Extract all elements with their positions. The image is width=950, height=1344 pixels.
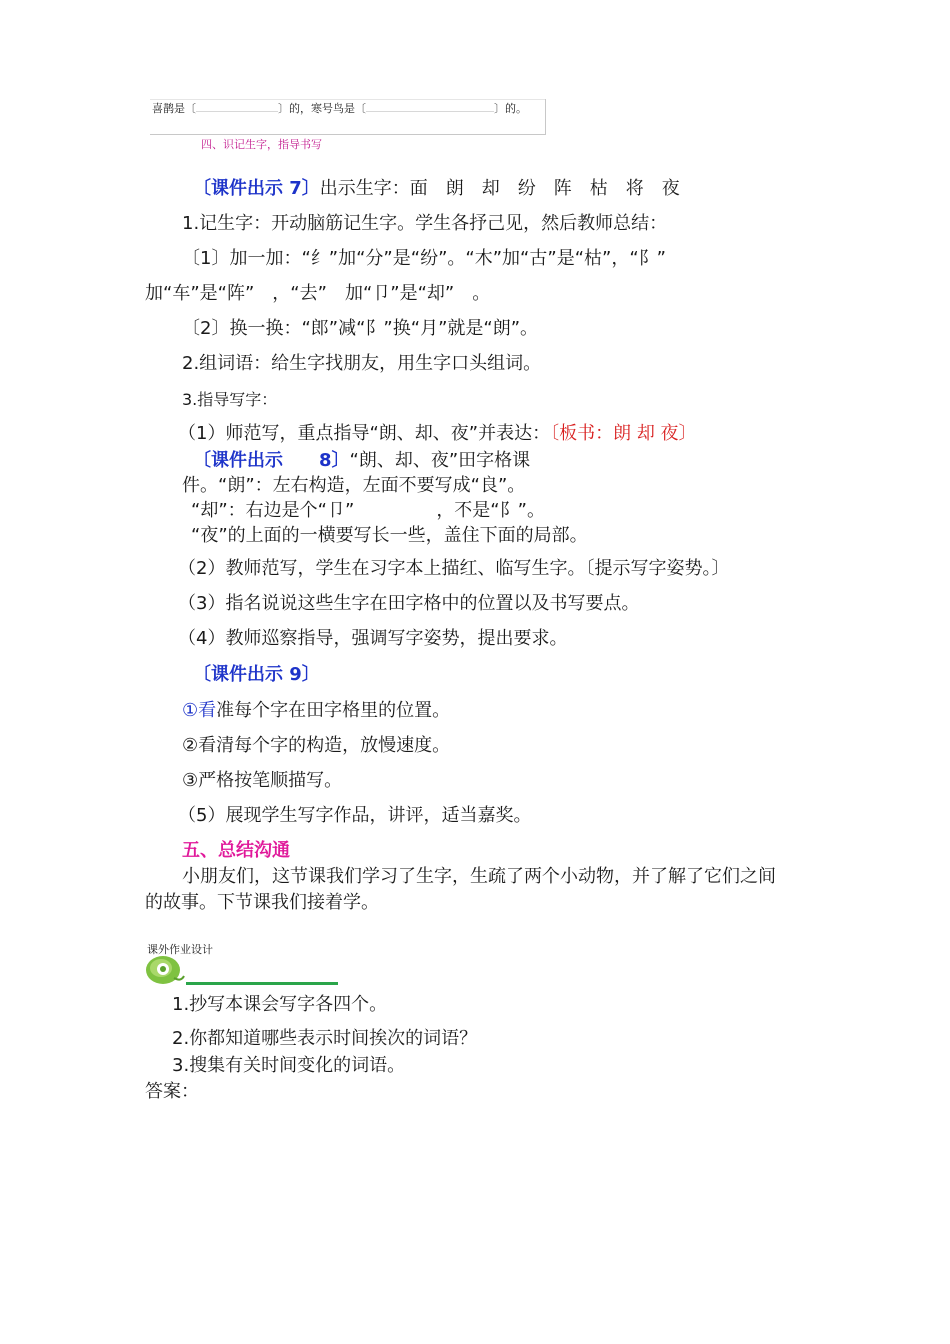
answer-label: 答案： <box>145 1081 199 1102</box>
homework-item-3: 3.搜集有关时间变化的词语。 <box>172 1055 406 1076</box>
tip-1-lead: ①看 <box>182 700 217 721</box>
line-teacher-demo <box>178 423 697 445</box>
line-que-structure <box>191 500 545 522</box>
line-word-groups: 2.组词语：给生字找朋友，用生字口头组词。 <box>182 353 542 374</box>
line-lang-structure: 件。“朗”：左右构造，左面不要写成“良”。 <box>182 475 526 496</box>
top-box-part3: 〕的。 <box>494 102 527 115</box>
que-structure-a: “却”：右边是个“卩” <box>191 500 355 521</box>
top-box-text <box>152 102 527 116</box>
section-5-title: 五、总结沟通 <box>182 840 290 861</box>
line-courseware-7 <box>193 178 680 200</box>
homework-leaf-icon <box>144 952 186 986</box>
tip-1-text: 准每个字在田字格里的位置。 <box>216 700 451 721</box>
answer-blank-2[interactable] <box>366 111 494 112</box>
homework-item-2: 2.你都知道哪些表示时间挨次的词语？ <box>172 1028 478 1049</box>
que-structure-b: ，不是“阝”。 <box>436 500 545 521</box>
line-teacher-writes: （2）教师范写，学生在习字本上描红、临写生字。〔提示写字姿势。〕 <box>178 558 730 579</box>
homework-divider <box>186 982 338 985</box>
line-ye-structure: “夜”的上面的一横要写长一些，盖住下面的局部。 <box>191 525 588 546</box>
line-summary: 小朋友们，这节课我们学习了生字，生疏了两个小动物，并了解了它们之间 <box>182 866 776 887</box>
top-box-part1: 喜鹊是〔 <box>152 102 196 115</box>
line-tip-3: ③严格按笔顺描写。 <box>182 770 343 791</box>
blackboard-note: 〔板书：朗 却 夜〕 <box>550 423 697 444</box>
line-name-students: （3）指名说说这些生字在田字格中的位置以及书写要点。 <box>178 593 640 614</box>
line-memorize: 1.记生字：开动脑筋记生字。学生各抒己见，然后教师总结： <box>182 213 668 234</box>
answer-blank-1[interactable] <box>196 111 278 112</box>
line-summary-cont: 的故事。下节课我们接着学。 <box>145 892 379 913</box>
line-add-method-cont: 加“车”是“阵” ，“去” 加“卩”是“却” 。 <box>145 283 491 304</box>
line-show-works: （5）展现学生写字作品，讲评，适当嘉奖。 <box>178 805 532 826</box>
section-4-title: 四、识记生字，指导书写 <box>201 138 322 151</box>
top-box-part2: 〕的，寒号鸟是〔 <box>278 102 366 115</box>
courseware-tag-9: 〔课件出示 9〕 <box>193 664 320 685</box>
line-tip-2: ②看清每个字的构造，放慢速度。 <box>182 735 451 756</box>
line-tip-1 <box>182 700 450 722</box>
courseware-tag-8a: 〔课件出示 <box>193 450 283 471</box>
homework-label: 课外作业设计 <box>147 943 213 956</box>
courseware-8-text: “朗、却、夜”田字格课 <box>349 450 531 471</box>
line-add-method: 〔1〕加一加：“纟”加“分”是“纷”。“木”加“古”是“枯”，“阝” <box>182 248 667 269</box>
courseware-tag-8b: 8〕 <box>319 450 350 471</box>
courseware-tag-7: 〔课件出示 7〕 <box>193 178 320 199</box>
teacher-demo-text: （1）师范写，重点指导“朗、却、夜”并表达： <box>178 423 551 444</box>
line-swap-method: 〔2〕换一换：“郎”减“阝”换“月”就是“朗”。 <box>182 318 539 339</box>
new-characters: 出示生字：面 朗 却 纷 阵 枯 将 夜 <box>319 178 680 199</box>
line-writing-guide: 3.指导写字： <box>182 390 278 409</box>
line-teacher-patrol: （4）教师巡察指导，强调写字姿势，提出要求。 <box>178 628 568 649</box>
line-courseware-8 <box>193 450 530 472</box>
homework-item-1: 1.抄写本课会写字各四个。 <box>172 994 388 1015</box>
